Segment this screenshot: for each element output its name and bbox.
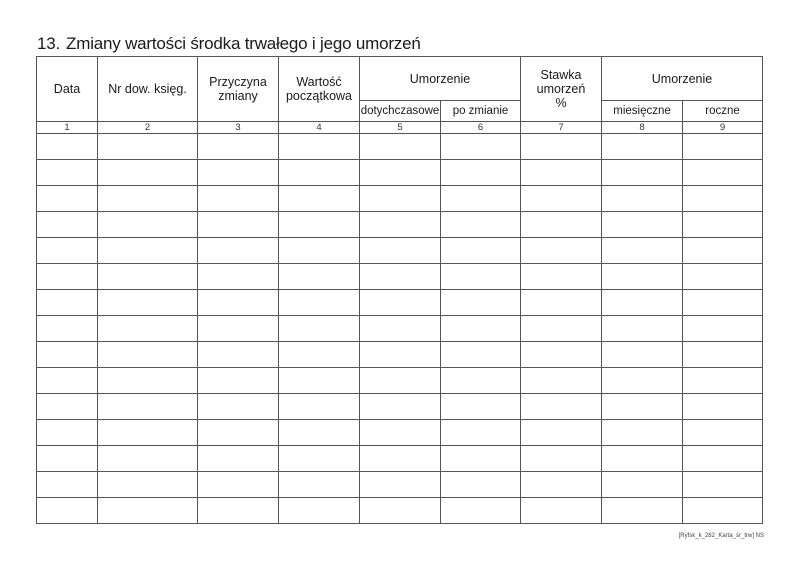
table-cell[interactable] xyxy=(683,394,763,420)
table-cell[interactable] xyxy=(683,264,763,290)
table-cell[interactable] xyxy=(279,472,360,498)
table-cell[interactable] xyxy=(602,316,683,342)
subheader-roczne: roczne xyxy=(683,101,763,122)
table-cell[interactable] xyxy=(521,446,602,472)
table-cell[interactable] xyxy=(602,472,683,498)
column-number: 6 xyxy=(441,122,521,134)
table-cell[interactable] xyxy=(683,316,763,342)
subheader-po-zmianie: po zmianie xyxy=(441,101,521,122)
table-cell[interactable] xyxy=(98,446,198,472)
table-cell[interactable] xyxy=(98,342,198,368)
table-cell[interactable] xyxy=(602,290,683,316)
table-cell[interactable] xyxy=(360,290,441,316)
table-cell[interactable] xyxy=(198,472,279,498)
table-cell[interactable] xyxy=(37,394,98,420)
table-cell[interactable] xyxy=(521,186,602,212)
table-cell[interactable] xyxy=(683,160,763,186)
table-cell[interactable] xyxy=(441,446,521,472)
table-cell[interactable] xyxy=(521,420,602,446)
column-number: 8 xyxy=(602,122,683,134)
table-cell[interactable] xyxy=(360,238,441,264)
table-cell[interactable] xyxy=(37,368,98,394)
table-cell[interactable] xyxy=(98,368,198,394)
column-numbers-row xyxy=(37,122,763,134)
table-cell[interactable] xyxy=(198,212,279,238)
table-row xyxy=(37,134,763,160)
table-cell[interactable] xyxy=(360,160,441,186)
table-cell[interactable] xyxy=(602,212,683,238)
table-cell[interactable] xyxy=(98,134,198,160)
table-row xyxy=(37,186,763,212)
table-cell[interactable] xyxy=(198,264,279,290)
table-cell[interactable] xyxy=(198,160,279,186)
table-cell[interactable] xyxy=(521,394,602,420)
table-cell[interactable] xyxy=(98,472,198,498)
table-cell[interactable] xyxy=(198,238,279,264)
table-cell[interactable] xyxy=(521,316,602,342)
column-number: 9 xyxy=(683,122,763,134)
table-cell[interactable] xyxy=(279,212,360,238)
table-cell[interactable] xyxy=(521,134,602,160)
table-cell[interactable] xyxy=(602,420,683,446)
table-cell[interactable] xyxy=(441,472,521,498)
table-cell[interactable] xyxy=(198,446,279,472)
table-cell[interactable] xyxy=(198,368,279,394)
table-cell[interactable] xyxy=(279,290,360,316)
column-number: 3 xyxy=(198,122,279,134)
table-cell[interactable] xyxy=(360,394,441,420)
table-cell[interactable] xyxy=(37,134,98,160)
table-cell[interactable] xyxy=(360,368,441,394)
table-cell[interactable] xyxy=(37,446,98,472)
table-cell[interactable] xyxy=(683,342,763,368)
table-cell[interactable] xyxy=(37,420,98,446)
table-row xyxy=(37,394,763,420)
table-row xyxy=(37,368,763,394)
header-data: Data xyxy=(37,57,98,122)
asset-changes-table xyxy=(36,56,763,524)
column-number: 1 xyxy=(37,122,98,134)
table-cell[interactable] xyxy=(279,238,360,264)
table-cell[interactable] xyxy=(521,498,602,524)
table-cell[interactable] xyxy=(521,290,602,316)
table-cell[interactable] xyxy=(683,368,763,394)
table-cell[interactable] xyxy=(98,264,198,290)
table-cell[interactable] xyxy=(602,368,683,394)
table-cell[interactable] xyxy=(441,264,521,290)
table-cell[interactable] xyxy=(602,160,683,186)
table-row xyxy=(37,160,763,186)
table-cell[interactable] xyxy=(683,446,763,472)
table-cell[interactable] xyxy=(98,498,198,524)
table-cell[interactable] xyxy=(37,238,98,264)
table-cell[interactable] xyxy=(683,186,763,212)
table-cell[interactable] xyxy=(98,290,198,316)
table-row xyxy=(37,316,763,342)
table-cell[interactable] xyxy=(37,290,98,316)
table-cell[interactable] xyxy=(279,160,360,186)
table-cell[interactable] xyxy=(602,264,683,290)
table-cell[interactable] xyxy=(602,498,683,524)
table-cell[interactable] xyxy=(441,498,521,524)
table-cell[interactable] xyxy=(279,498,360,524)
table-cell[interactable] xyxy=(37,316,98,342)
table-cell[interactable] xyxy=(360,316,441,342)
table-body xyxy=(37,134,763,524)
table-cell[interactable] xyxy=(360,472,441,498)
table-cell[interactable] xyxy=(602,394,683,420)
table-row xyxy=(37,238,763,264)
table-cell[interactable] xyxy=(360,264,441,290)
table-cell[interactable] xyxy=(521,160,602,186)
table-cell[interactable] xyxy=(279,446,360,472)
table-cell[interactable] xyxy=(279,368,360,394)
table-row xyxy=(37,420,763,446)
table-cell[interactable] xyxy=(521,368,602,394)
column-number: 4 xyxy=(279,122,360,134)
table-cell[interactable] xyxy=(602,342,683,368)
table-cell[interactable] xyxy=(279,394,360,420)
form-code: [Ryfsk_k_282_Karta_śr_trw] NS xyxy=(678,533,764,539)
table-cell[interactable] xyxy=(602,446,683,472)
table-cell[interactable] xyxy=(602,186,683,212)
table-cell[interactable] xyxy=(37,342,98,368)
table-cell[interactable] xyxy=(37,160,98,186)
table-cell[interactable] xyxy=(198,394,279,420)
table-cell[interactable] xyxy=(683,290,763,316)
header-stawka-umorzen: Stawka umorzeń % xyxy=(521,57,602,122)
header-umorzenie-group: Umorzenie xyxy=(360,57,521,101)
table-cell[interactable] xyxy=(37,498,98,524)
header-umorzenie-group-2: Umorzenie xyxy=(602,57,763,101)
table-cell[interactable] xyxy=(360,498,441,524)
table-cell[interactable] xyxy=(441,160,521,186)
table-cell[interactable] xyxy=(521,212,602,238)
table-cell[interactable] xyxy=(279,316,360,342)
table-row xyxy=(37,498,763,524)
table-cell[interactable] xyxy=(279,186,360,212)
table-cell[interactable] xyxy=(683,498,763,524)
table-row xyxy=(37,472,763,498)
table-cell[interactable] xyxy=(441,134,521,160)
table-cell[interactable] xyxy=(98,160,198,186)
table-cell[interactable] xyxy=(360,186,441,212)
table-row xyxy=(37,212,763,238)
table-cell[interactable] xyxy=(98,212,198,238)
table-cell[interactable] xyxy=(198,420,279,446)
table-cell[interactable] xyxy=(198,316,279,342)
table-cell[interactable] xyxy=(441,238,521,264)
column-number: 7 xyxy=(521,122,602,134)
table-cell[interactable] xyxy=(198,290,279,316)
table-cell[interactable] xyxy=(37,472,98,498)
table-cell[interactable] xyxy=(360,134,441,160)
table-cell[interactable] xyxy=(441,420,521,446)
header-wartosc-poczatkowa: Wartość początkowa xyxy=(279,57,360,122)
table-cell[interactable] xyxy=(360,212,441,238)
table-cell[interactable] xyxy=(683,212,763,238)
table-cell[interactable] xyxy=(98,394,198,420)
table-cell[interactable] xyxy=(360,342,441,368)
table-cell[interactable] xyxy=(602,134,683,160)
table-cell[interactable] xyxy=(521,264,602,290)
table-cell[interactable] xyxy=(360,420,441,446)
table-cell[interactable] xyxy=(37,264,98,290)
header-nr-dow-ksieg: Nr dow. księg. xyxy=(98,57,198,122)
table-cell[interactable] xyxy=(441,316,521,342)
subheader-dotychczasowe: dotychczasowe xyxy=(360,101,441,122)
table-cell[interactable] xyxy=(441,394,521,420)
table-cell[interactable] xyxy=(37,186,98,212)
table-cell[interactable] xyxy=(441,186,521,212)
table-cell[interactable] xyxy=(37,212,98,238)
table-cell[interactable] xyxy=(279,134,360,160)
page-title xyxy=(37,34,421,54)
table-cell[interactable] xyxy=(683,472,763,498)
table-cell[interactable] xyxy=(98,186,198,212)
table-cell[interactable] xyxy=(98,238,198,264)
table-cell[interactable] xyxy=(683,134,763,160)
table-cell[interactable] xyxy=(441,342,521,368)
table-cell[interactable] xyxy=(683,420,763,446)
table-cell[interactable] xyxy=(198,498,279,524)
table-cell[interactable] xyxy=(279,420,360,446)
table-cell[interactable] xyxy=(521,238,602,264)
column-number: 2 xyxy=(98,122,198,134)
table-cell[interactable] xyxy=(602,238,683,264)
table-cell[interactable] xyxy=(683,238,763,264)
table-cell[interactable] xyxy=(98,420,198,446)
header-przyczyna-zmiany: Przyczyna zmiany xyxy=(198,57,279,122)
table-cell[interactable] xyxy=(279,342,360,368)
table-cell[interactable] xyxy=(279,264,360,290)
table-row xyxy=(37,264,763,290)
column-number: 5 xyxy=(360,122,441,134)
table-cell[interactable] xyxy=(198,186,279,212)
table-cell[interactable] xyxy=(198,342,279,368)
table-cell[interactable] xyxy=(198,134,279,160)
table-cell[interactable] xyxy=(441,212,521,238)
table-cell[interactable] xyxy=(441,368,521,394)
table-row xyxy=(37,290,763,316)
table-row xyxy=(37,342,763,368)
table-cell[interactable] xyxy=(98,316,198,342)
table-cell[interactable] xyxy=(521,472,602,498)
table-cell[interactable] xyxy=(441,290,521,316)
section-title: Zmiany wartości środka trwałego i jego umorzeń xyxy=(66,34,421,53)
table-cell[interactable] xyxy=(360,446,441,472)
section-number: 13. xyxy=(37,34,61,53)
subheader-miesieczne: miesięczne xyxy=(602,101,683,122)
table-row xyxy=(37,446,763,472)
table-cell[interactable] xyxy=(521,342,602,368)
